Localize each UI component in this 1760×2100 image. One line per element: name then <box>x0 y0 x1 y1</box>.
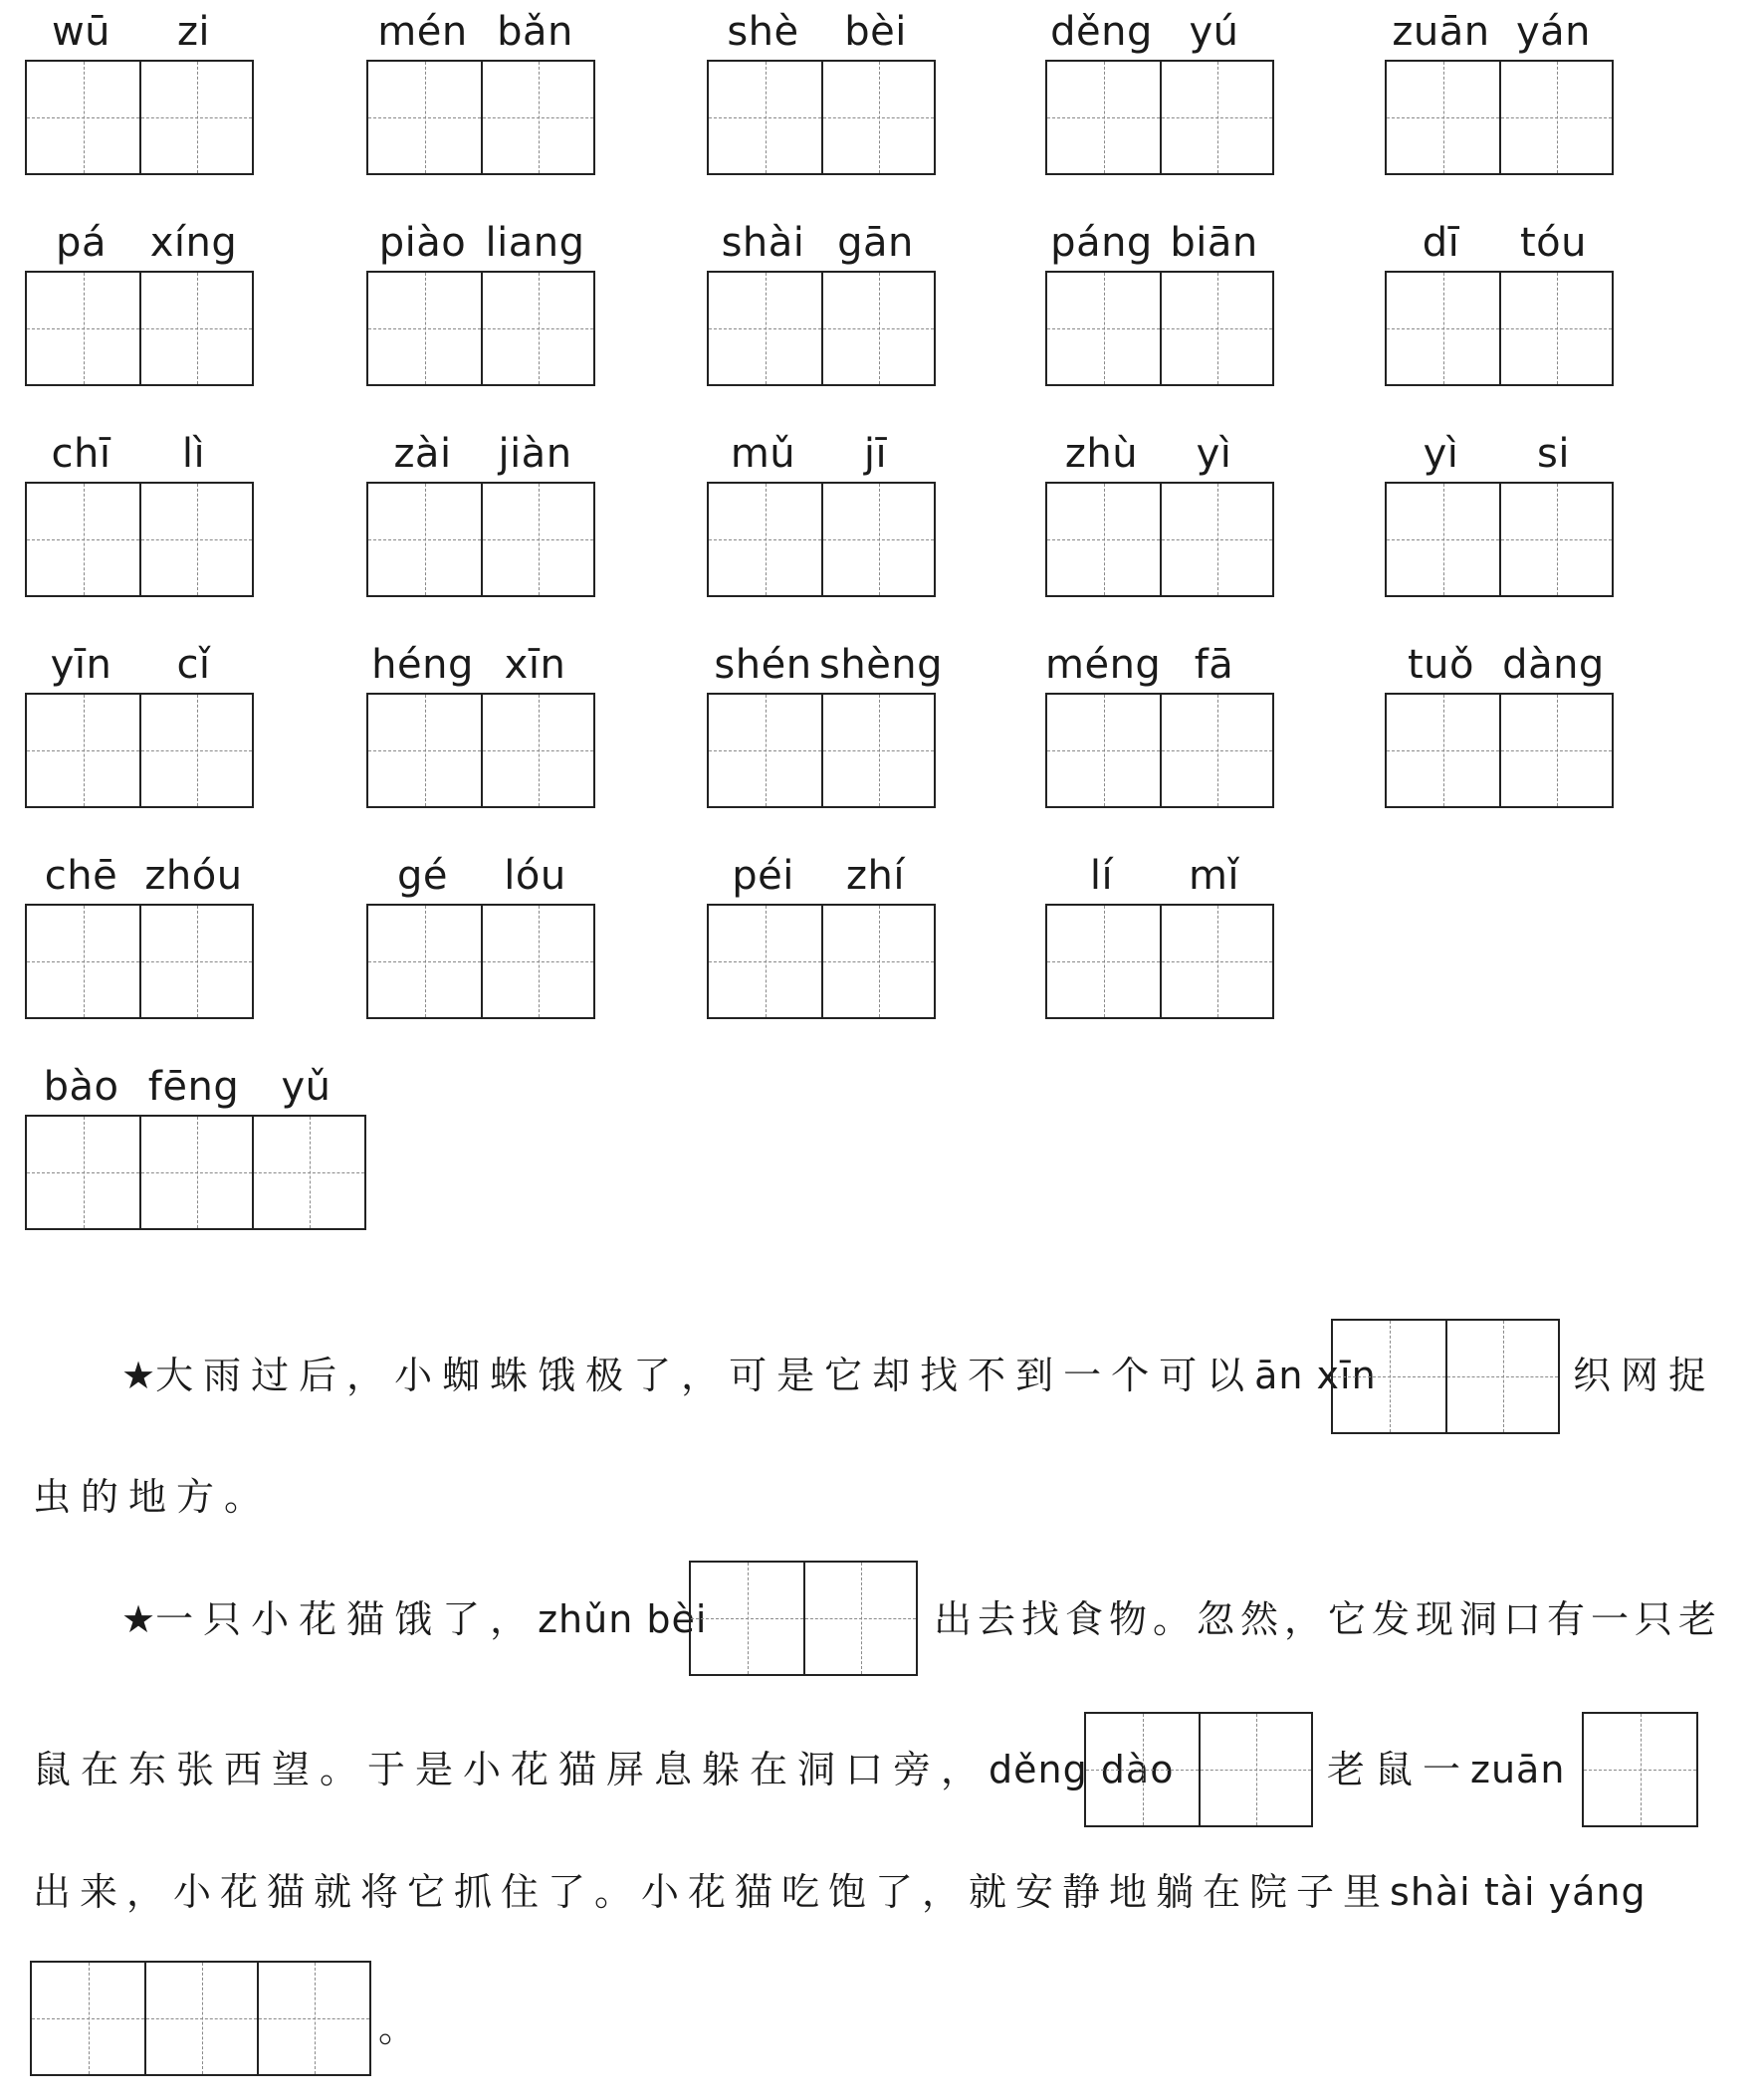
pinyin-syllable: piào <box>378 220 467 266</box>
writing-box[interactable] <box>1045 60 1274 175</box>
writing-box[interactable] <box>25 904 254 1019</box>
passage-end-punctuation: 。 <box>378 2006 427 2050</box>
pinyin-syllable: dī <box>1422 220 1460 266</box>
pinyin-syllable: yì <box>1423 431 1459 477</box>
pinyin-syllable: dàng <box>1502 642 1605 688</box>
writing-box[interactable] <box>707 693 936 808</box>
passage2-line3 <box>33 1862 1647 1922</box>
pinyin-syllable: chē <box>44 853 118 899</box>
pinyin-syllable: tóu <box>1519 220 1587 266</box>
writing-box[interactable] <box>1385 60 1614 175</box>
passage1-line2: 虫的地方。 <box>33 1475 273 1519</box>
passage2-line2-tail <box>1327 1740 1565 1799</box>
writing-box[interactable] <box>1385 482 1614 597</box>
passage-text: 老鼠一 <box>1327 1748 1471 1791</box>
pinyin-syllable: héng <box>371 642 474 688</box>
writing-box[interactable] <box>1331 1319 1560 1434</box>
pinyin-syllable: fā <box>1194 642 1234 688</box>
writing-box[interactable] <box>30 1961 371 2076</box>
passage-pinyin: shài tài yáng <box>1390 1870 1647 1914</box>
star-icon: ★ <box>121 1597 156 1641</box>
pinyin-syllable: bào <box>43 1064 119 1110</box>
passage-text: 鼠在东张西望。于是小花猫屏息躲在洞口旁， <box>33 1748 990 1791</box>
passage-pinyin: zhǔn bèi <box>538 1597 708 1641</box>
passage-pinyin: zuān <box>1470 1748 1566 1791</box>
pinyin-syllable: péi <box>732 853 794 899</box>
writing-box[interactable] <box>1582 1712 1698 1827</box>
passage-text: 一只小花猫饿了， <box>155 1597 539 1641</box>
passage-pinyin: ān xīn <box>1254 1354 1377 1397</box>
writing-box[interactable] <box>1084 1712 1313 1827</box>
pinyin-syllable: liang <box>485 220 585 266</box>
pinyin-syllable: zuān <box>1392 9 1490 55</box>
passage2-line1 <box>121 1589 707 1649</box>
writing-box[interactable] <box>366 693 595 808</box>
pinyin-syllable: zhí <box>846 853 905 899</box>
pinyin-syllable: yú <box>1189 9 1239 55</box>
pinyin-syllable: xīn <box>504 642 566 688</box>
pinyin-syllable: jī <box>863 431 888 477</box>
pinyin-syllable: zhù <box>1064 431 1139 477</box>
writing-box[interactable] <box>689 1561 918 1676</box>
pinyin-syllable: gé <box>397 853 448 899</box>
pinyin-syllable: mén <box>377 9 468 55</box>
star-icon: ★ <box>121 1354 156 1397</box>
writing-box[interactable] <box>707 482 936 597</box>
pinyin-syllable: lì <box>181 431 206 477</box>
writing-box[interactable] <box>366 482 595 597</box>
writing-box[interactable] <box>1045 482 1274 597</box>
pinyin-syllable: tuǒ <box>1407 642 1474 688</box>
pinyin-syllable: mǐ <box>1188 853 1240 899</box>
writing-box[interactable] <box>1045 271 1274 386</box>
writing-box[interactable] <box>1045 904 1274 1019</box>
writing-box[interactable] <box>25 1115 366 1230</box>
passage-text: 织网捉 <box>1573 1354 1717 1397</box>
pinyin-syllable: páng <box>1050 220 1153 266</box>
pinyin-syllable: děng <box>1050 9 1153 55</box>
pinyin-syllable: shè <box>727 9 799 55</box>
pinyin-syllable: yì <box>1196 431 1232 477</box>
passage-text: 大雨过后，小蜘蛛饿极了，可是它却找不到一个可以 <box>155 1354 1255 1397</box>
passage2-line2 <box>33 1740 1174 1799</box>
pinyin-syllable: gān <box>837 220 914 266</box>
pinyin-syllable: zhóu <box>144 853 243 899</box>
writing-box[interactable] <box>1385 271 1614 386</box>
pinyin-syllable: méng <box>1045 642 1162 688</box>
pinyin-syllable: chī <box>51 431 111 477</box>
pinyin-syllable: shèng <box>819 642 944 688</box>
pinyin-syllable: cǐ <box>176 642 211 688</box>
writing-box[interactable] <box>25 693 254 808</box>
pinyin-syllable: lí <box>1089 853 1114 899</box>
pinyin-syllable: fēng <box>147 1064 240 1110</box>
writing-box[interactable] <box>366 271 595 386</box>
pinyin-syllable: biān <box>1170 220 1258 266</box>
writing-box[interactable] <box>25 60 254 175</box>
pinyin-syllable: yīn <box>50 642 112 688</box>
pinyin-syllable: lóu <box>504 853 566 899</box>
pinyin-syllable: yǔ <box>281 1064 331 1110</box>
passage1-line1 <box>121 1346 1377 1405</box>
pinyin-syllable: bèi <box>844 9 907 55</box>
pinyin-syllable: mǔ <box>730 431 796 477</box>
pinyin-syllable: pá <box>56 220 107 266</box>
writing-box[interactable] <box>366 904 595 1019</box>
pinyin-syllable: bǎn <box>497 9 573 55</box>
writing-box[interactable] <box>707 904 936 1019</box>
writing-box[interactable] <box>1045 693 1274 808</box>
pinyin-syllable: jiàn <box>498 431 572 477</box>
writing-box[interactable] <box>25 271 254 386</box>
pinyin-syllable: zài <box>393 431 452 477</box>
pinyin-syllable: yán <box>1515 9 1592 55</box>
pinyin-syllable: zi <box>176 9 211 55</box>
passage-text: 出来，小花猫就将它抓住了。小花猫吃饱了，就安静地躺在院子里 <box>33 1870 1391 1914</box>
passage-pinyin: děng dào <box>989 1748 1175 1791</box>
writing-box[interactable] <box>707 60 936 175</box>
pinyin-syllable: wū <box>51 9 111 55</box>
writing-box[interactable] <box>366 60 595 175</box>
pinyin-syllable: shén <box>714 642 812 688</box>
passage-text: 出去找食物。忽然，它发现洞口有一只老 <box>934 1597 1723 1641</box>
writing-box[interactable] <box>25 482 254 597</box>
pinyin-syllable: xíng <box>149 220 238 266</box>
pinyin-syllable: shài <box>721 220 805 266</box>
pinyin-syllable: si <box>1537 431 1570 477</box>
writing-box[interactable] <box>707 271 936 386</box>
writing-box[interactable] <box>1385 693 1614 808</box>
